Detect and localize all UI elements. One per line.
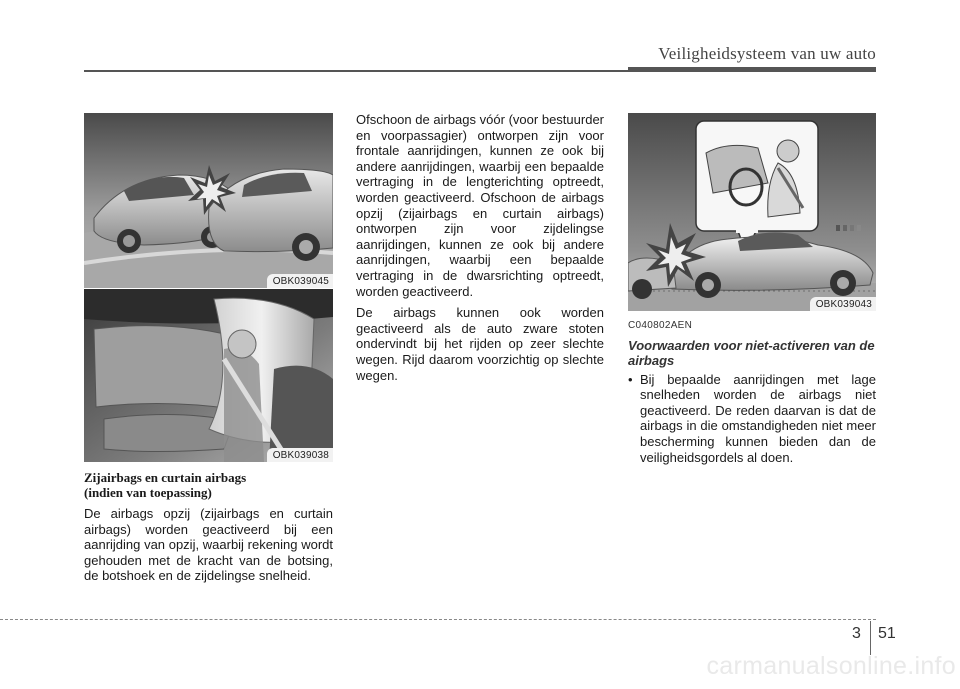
figure-code-label: OBK039043 (810, 297, 876, 311)
caption-line: (indien van toepassing) (84, 485, 212, 500)
figure-code-label: OBK039038 (267, 448, 333, 462)
page-header-title: Veiligheidsysteem van uw auto (658, 44, 876, 63)
figure-frontal-collision (628, 113, 876, 311)
section-code: C040802AEN (628, 320, 693, 331)
curtain-airbag-illustration (84, 289, 333, 462)
body-paragraph: De airbags kunnen ook worden geactiveerd als de auto zware stoten ondervindt bij het rijden op zeer slechte wegen. Rijd daarom voorzichtig op slechte wegen. (356, 305, 604, 383)
body-paragraph: Ofschoon de airbags vóór (voor bestuurder en voorpassagier) ontworpen zijn voor frontale aanrijdingen, kunnen ze ook bij andere aanrijdingen, waarbij een bepaalde vertraging in de lengterichting optreedt, worden geactiveerd. Ofschoon de airbags opzij (zijairbags en curtain airbags) ontworpen zijn voor zijdelingse aanrijdingen, kunnen ze ook bij andere aanrijdingen, waarbij een bepaalde vertraging in de dwarsrichting optreedt, worden geactiveerd. (356, 112, 604, 299)
watermark-text: carmanualsonline.info (706, 652, 956, 680)
page-number-separator (870, 621, 871, 655)
side-collision-illustration (84, 113, 333, 288)
right-column (628, 318, 876, 465)
bullet-icon: • (628, 371, 633, 387)
footer-rule (0, 619, 876, 620)
chapter-number: 3 (852, 625, 861, 642)
body-paragraph: De airbags opzij (zijairbags en curtain airbags) worden geactiveerd bij een aanrijding van opzij, waarbij rekening wordt gehouden met de kracht van de botsing, de botshoek en de zijdelingse snelheid. (84, 506, 333, 584)
figure-code-label: OBK039045 (267, 274, 333, 288)
frontal-collision-illustration (628, 113, 876, 311)
figure-curtain-airbag (84, 289, 333, 462)
figure-side-collision (84, 113, 333, 288)
left-column (84, 470, 333, 590)
caption-line: Zijairbags en curtain airbags (84, 470, 247, 485)
bullet-text: Bij bepaalde aanrijdingen met lage snelheden worden de airbags niet geactiveerd. De reden daarvan is dat de airbags in die omstandigheden niet meer bescherming kunnen bieden dan de veiligheidsgordels al doen. (640, 371, 876, 465)
header-rule-accent (628, 67, 876, 72)
middle-column (356, 112, 604, 389)
bullet-item (628, 372, 876, 466)
section-subheading: Voorwaarden voor niet-activeren van de airbags (628, 337, 875, 368)
page-number: 51 (878, 625, 896, 642)
section-caption (84, 470, 333, 500)
